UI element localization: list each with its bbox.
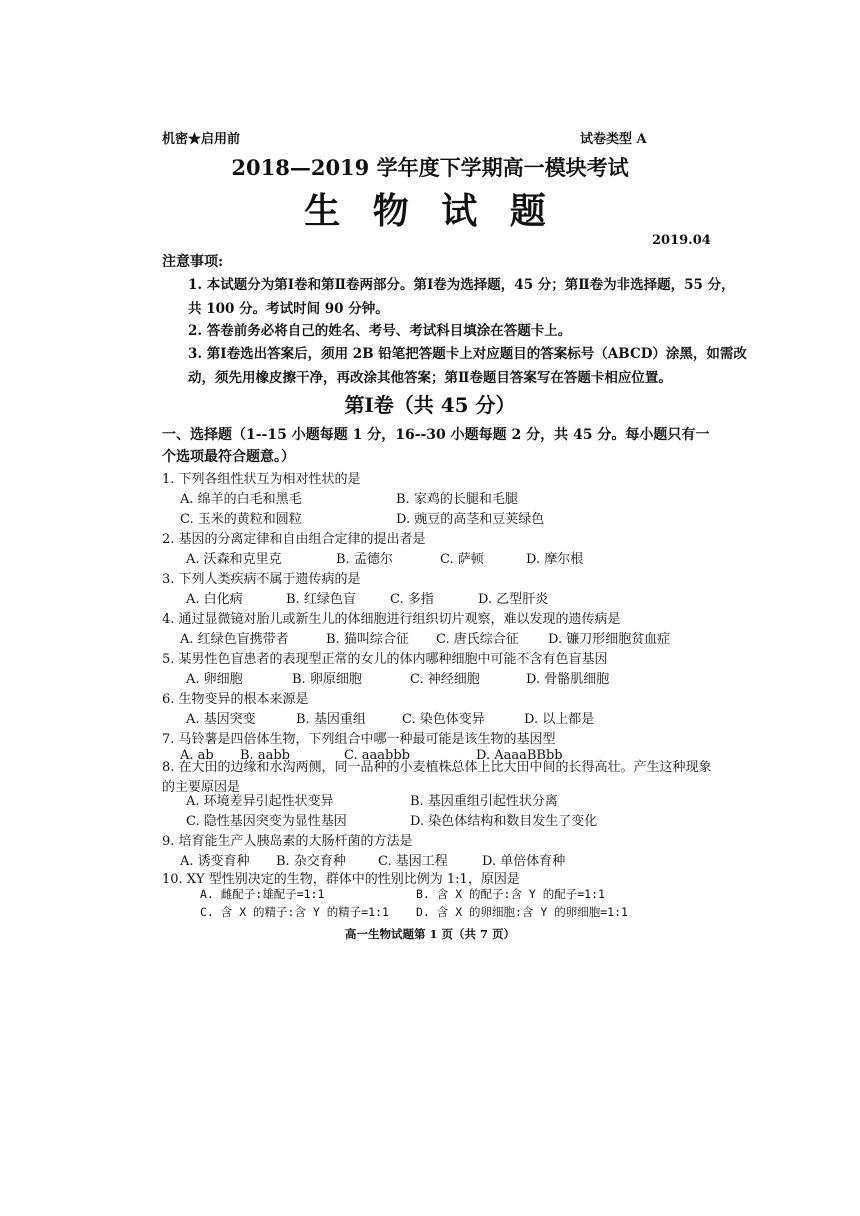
exam-date: 2019.04 [652,233,711,248]
question-2-option-d: D. 摩尔根 [526,552,584,567]
exam-title: 2018—2019 学年度下学期高一模块考试 [231,155,629,180]
notice-heading: 注意事项: [162,254,224,270]
question-9-option-d: D. 单倍体育种 [482,854,566,869]
question-1-stem: 1. 下列各组性状互为相对性状的是 [162,472,361,487]
question-10-option-b: B. 含 X 的配子:含 Y 的配子=1:1 [416,887,605,901]
question-6-option-b: B. 基因重组 [296,712,366,727]
question-7-option-c: C. aaabbb [344,748,410,763]
question-6-option-c: C. 染色体变异 [402,712,485,727]
question-8-option-d: D. 染色体结构和数目发生了变化 [410,814,598,829]
question-3-option-d: D. 乙型肝炎 [478,592,549,607]
question-6-stem: 6. 生物变异的根本来源是 [162,692,309,707]
question-10-option-d: D. 含 X 的卵细胞:含 Y 的卵细胞=1:1 [416,905,628,919]
question-2-option-c: C. 萨顿 [440,552,484,567]
confidential-label: 机密★启用前 [162,132,241,147]
question-1-option-d: D. 豌豆的高茎和豆荚绿色 [396,512,545,527]
question-5-option-a: A. 卵细胞 [186,672,243,687]
question-2-option-a: A. 沃森和克里克 [186,552,282,567]
question-4-option-a: A. 红绿色盲携带者 [180,632,289,647]
question-7-option-b: B. aabb [240,748,290,763]
question-9-stem: 9. 培育能生产人胰岛素的大肠杆菌的方法是 [162,834,413,849]
notice-item-2: 2. 答卷前务必将自己的姓名、考号、考试科目填涂在答题卡上。 [188,323,572,339]
question-3-stem: 3. 下列人类疾病不属于遗传病的是 [162,572,361,587]
question-3-option-c: C. 多指 [390,592,434,607]
question-1-option-b: B. 家鸡的长腿和毛腿 [396,492,518,507]
page-footer: 高一生物试题第 1 页（共 7 页） [344,927,516,941]
question-8-option-c: C. 隐性基因突变为显性基因 [186,814,347,829]
question-9-option-c: C. 基因工程 [378,854,448,869]
question-8-stem: 8. 在大田的边缘和水沟两侧，同一品种的小麦植株总体上比大田中间的长得高壮。产生这种现象的主要原因是 [162,760,712,795]
question-5-option-b: B. 卵原细胞 [292,672,362,687]
question-4-option-b: B. 猫叫综合征 [326,632,409,647]
question-6-option-d: D. 以上都是 [524,712,595,727]
section1-heading: 一、选择题（1--15 小题每题 1 分，16--30 小题每题 2 分，共 45 分。每小题只有一个选项最符合题意。） [162,427,710,465]
question-1-option-a: A. 绵羊的白毛和黑毛 [180,492,302,507]
question-10-option-c: C. 含 X 的精子:含 Y 的精子=1:1 [200,905,389,919]
question-10-stem: 10. XY 型性别决定的生物，群体中的性别比例为 1:1，原因是 [162,872,520,887]
paper-type-label: 试卷类型 A [580,132,647,147]
part1-title: 第Ⅰ卷（共 45 分） [344,393,516,417]
question-7-option-d: D. AaaaBBbb [476,748,563,763]
question-1-option-c: C. 玉米的黄粒和圆粒 [180,512,302,527]
question-9-option-a: A. 诱变育种 [180,854,250,869]
question-5-option-c: C. 神经细胞 [410,672,480,687]
question-5-stem: 5. 某男性色盲患者的表现型正常的女儿的体内哪种细胞中可能不含有色盲基因 [162,652,608,667]
question-8-option-b: B. 基因重组引起性状分离 [410,794,558,809]
question-3-option-b: B. 红绿色盲 [286,592,356,607]
notice-item-3: 3. 第Ⅰ卷选出答案后，须用 2B 铅笔把答题卡上对应题目的答案标号（ABCD）涂黑，如需改动，须先用橡皮擦干净，再改涂其他答案；第Ⅱ卷题目答案写在答题卡相应位置。 [188,346,747,386]
question-10-option-a: A. 雌配子:雄配子=1:1 [200,887,325,901]
question-3-option-a: A. 白化病 [186,592,243,607]
question-4-option-c: C. 唐氏综合征 [436,632,519,647]
subject-title: 生 物 试 题 [304,190,556,232]
question-7-option-a: A. ab [180,748,214,763]
question-8-option-a: A. 环境差异引起性状变异 [186,794,334,809]
question-2-stem: 2. 基因的分离定律和自由组合定律的提出者是 [162,532,426,547]
question-7-stem: 7. 马铃薯是四倍体生物，下列组合中哪一种最可能是该生物的基因型 [162,732,556,747]
question-6-option-a: A. 基因突变 [186,712,256,727]
notice-item-1: 1. 本试题分为第Ⅰ卷和第Ⅱ卷两部分。第Ⅰ卷为选择题，45 分；第Ⅱ卷为非选择题，55 分，共 100 分。考试时间 90 分钟。 [188,277,735,317]
question-5-option-d: D. 骨骼肌细胞 [526,672,610,687]
question-9-option-b: B. 杂交育种 [276,854,346,869]
question-2-option-b: B. 孟德尔 [336,552,393,567]
question-4-option-d: D. 镰刀形细胞贫血症 [548,632,671,647]
question-4-stem: 4. 通过显微镜对胎儿或新生儿的体细胞进行组织切片观察，难以发现的遗传病是 [162,612,621,627]
